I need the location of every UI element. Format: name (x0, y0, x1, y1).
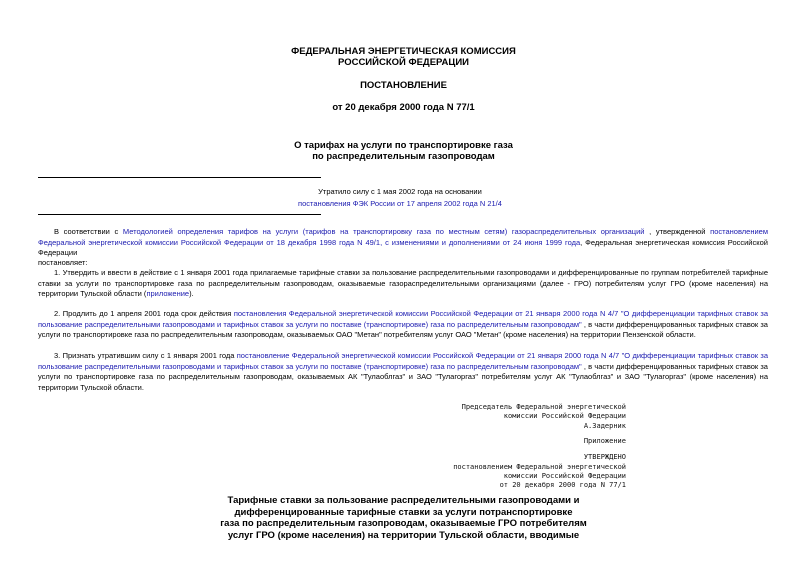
approval-line2: комиссии Российской Федерации (503, 472, 626, 480)
document-subject-line2: по распределительным газопроводам (312, 151, 495, 162)
item-1-paragraph (38, 268, 768, 300)
appendix-link[interactable]: приложение (146, 289, 190, 299)
item-3-text: 3. Признать утратившим силу с 1 января 2001 года (54, 351, 237, 360)
appendix-title-line1: Тарифные ставки за пользование распределительными газопроводами и (227, 495, 580, 506)
item-2-tail: , в части дифференцированных тарифных ставок за услуги по транспортировке газа по распределительным газопроводам, оказываемых ОАО "Метан" потребителям услуг ОАО "Метан" (кроме населения) на территории Пензенской области. (38, 319, 768, 340)
item-3-paragraph (38, 351, 768, 393)
appendix-title-line3: газа по распределительным газопроводам, оказываемые ГРО потребителям (220, 518, 587, 529)
item-2-paragraph (38, 309, 768, 341)
approval-line1: постановлением Федеральной энергетической (453, 463, 626, 471)
preamble-paragraph (38, 227, 768, 259)
signature-line2: комиссии Российской Федерации (503, 412, 626, 420)
org-name-line2: РОССИЙСКОЙ ФЕДЕРАЦИИ (337, 57, 469, 68)
fek-resolution-4-7-repeal-link[interactable]: постановление Федеральной энергетической комиссии Российской Федерации от 21 января 2000 года N 4/7 "О дифференциации тарифных ставок за пользование распределительными газопроводами и тарифных ставок за услуги по поставке (транспортировке) газа по распределительным газопроводам" (38, 351, 768, 371)
appendix-title-line4: услуг ГРО (кроме населения) на территории Тульской области, вводимые (227, 530, 580, 541)
status-note-text: Утратило силу с 1 мая 2002 года на основании (318, 187, 482, 196)
appendix-title-line2: дифференцированные тарифные ставки за услуги потранспортировке (234, 507, 573, 518)
resolves-label: постановляет: (38, 258, 88, 267)
fek-resolution-49-1-link[interactable]: постановлением Федеральной энергетической комиссии Российской Федерации от 18 декабря 1998 года N 49/1, с изменениями и дополнениями от 24 июня 1999 года (38, 227, 768, 247)
appendix-label: Приложение (583, 437, 626, 445)
document-subject-line1: О тарифах на услуги по транспортировке газа (294, 140, 513, 151)
repeal-link[interactable]: постановления ФЭК России от 17 апреля 2002 года N 21/4 (298, 199, 502, 208)
preamble-text-1: В соответствии с (54, 227, 123, 236)
item-2-text: 2. Продлить до 1 апреля 2001 года срок действия (54, 309, 234, 318)
item-1-text: 1. Утвердить и ввести в действие с 1 января 2001 года прилагаемые тарифные ставки за пользование распределительными газопроводами и дифференцированные по группам потребителей тарифные ставки за услуги по транспортировке газа по распределительным газопроводам, оказываемые газораспределительными организациями (далее - ГРО) потребителям услуг ГРО (кроме населения) на территории Тульской области ( (38, 268, 768, 299)
signature-name: А.Задерник (583, 422, 626, 430)
org-name-line1: ФЕДЕРАЛЬНАЯ ЭНЕРГЕТИЧЕСКАЯ КОМИССИЯ (291, 46, 516, 57)
fek-resolution-4-7-link[interactable]: постановления Федеральной энергетической комиссии Российской Федерации от 21 января 2000 года N 4/7 "О дифференциации тарифных ставок за пользование распределительными газопроводами и тарифных ставок за услуги по поставке (транспортировке) газа по распределительным газопроводам" (38, 309, 768, 329)
document-type: ПОСТАНОВЛЕНИЕ (360, 80, 447, 91)
top-divider (38, 177, 321, 178)
document-date: от 20 декабря 2000 года N 77/1 (332, 102, 475, 113)
signature-line1: Председатель Федеральной энергетической (461, 403, 626, 411)
item-3-tail: , в части дифференцированных тарифных ставок за услуги по транспортировке газа по распределительным газопроводам, оказываемых АК "Тулаоблгаз" и ЗАО "Тулагоргаз" потребителям услуг АК "Тулаоблгаз" и ЗАО "Тулагоргаз" (кроме населения) на территории Тульской области. (38, 361, 768, 392)
item-1-tail: ). (189, 289, 194, 299)
approved-label: УТВЕРЖДЕНО (583, 453, 626, 461)
bottom-divider (38, 214, 321, 215)
preamble-text-3: , Федеральная энергетическая комиссия Российской Федерации (38, 237, 768, 258)
approval-line3: от 20 декабря 2000 года N 77/1 (499, 481, 626, 489)
methodology-link[interactable]: Методологией определения тарифов на услуги (тарифов на транспортировку газа по местным сетям) газораспределительных организаций (122, 227, 645, 236)
preamble-text-2: , утвержденной (644, 227, 711, 236)
